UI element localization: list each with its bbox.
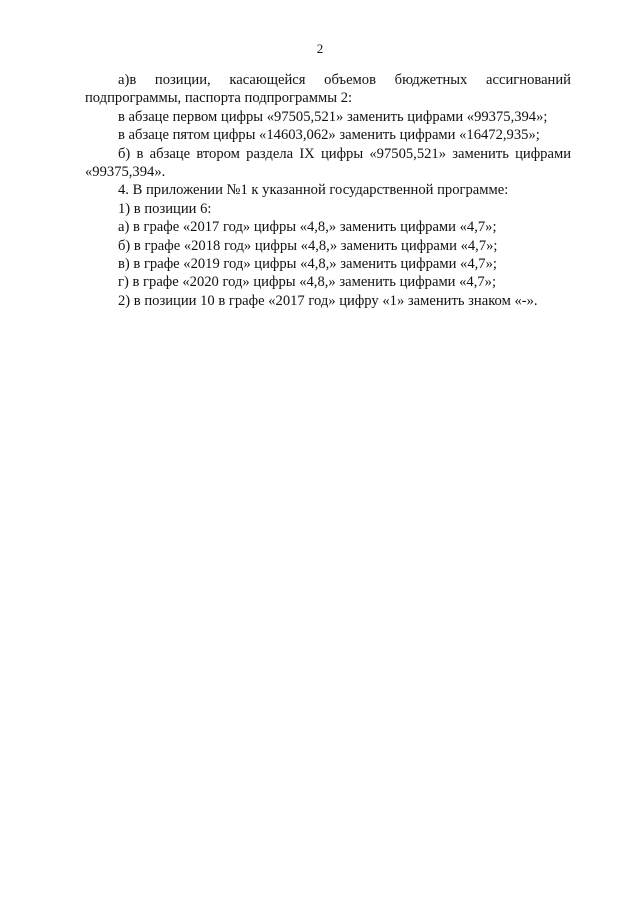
page-number: 2 (316, 41, 324, 56)
paragraph-column-2018: б) в графе «2018 год» цифры «4,8,» заменить цифрами «4,7»; (118, 237, 498, 254)
paragraph-first-abzac: в абзаце первом цифры «97505,521» заменить цифрами «99375,394»; (118, 108, 548, 125)
paragraph-column-2019: в) в графе «2019 год» цифры «4,8,» заменить цифрами «4,7»; (118, 256, 497, 273)
paragraph-section-ix: б) в абзаце втором раздела IX цифры «97505,521» заменить цифрами «99375,394». (85, 145, 571, 181)
document-body (85, 71, 571, 310)
paragraph-subprogram-passport: а)в позиции, касающейся объемов бюджетных ассигнований подпрограммы, паспорта подпрограммы 2: (85, 72, 571, 107)
paragraph-appendix-1: 4. В приложении №1 к указанной государственной программе: (118, 182, 509, 199)
paragraph-fifth-abzac: в абзаце пятом цифры «14603,062» заменить цифрами «16472,935»; (118, 127, 540, 144)
paragraph-column-2017: а) в графе «2017 год» цифры «4,8,» заменить цифрами «4,7»; (118, 219, 497, 236)
paragraph-position-6: 1) в позиции 6: (118, 200, 212, 217)
paragraph-column-2020: г) в графе «2020 год» цифры «4,8,» заменить цифрами «4,7»; (118, 274, 497, 291)
paragraph-position-10: 2) в позиции 10 в графе «2017 год» цифру «1» заменить знаком «-». (118, 292, 538, 309)
